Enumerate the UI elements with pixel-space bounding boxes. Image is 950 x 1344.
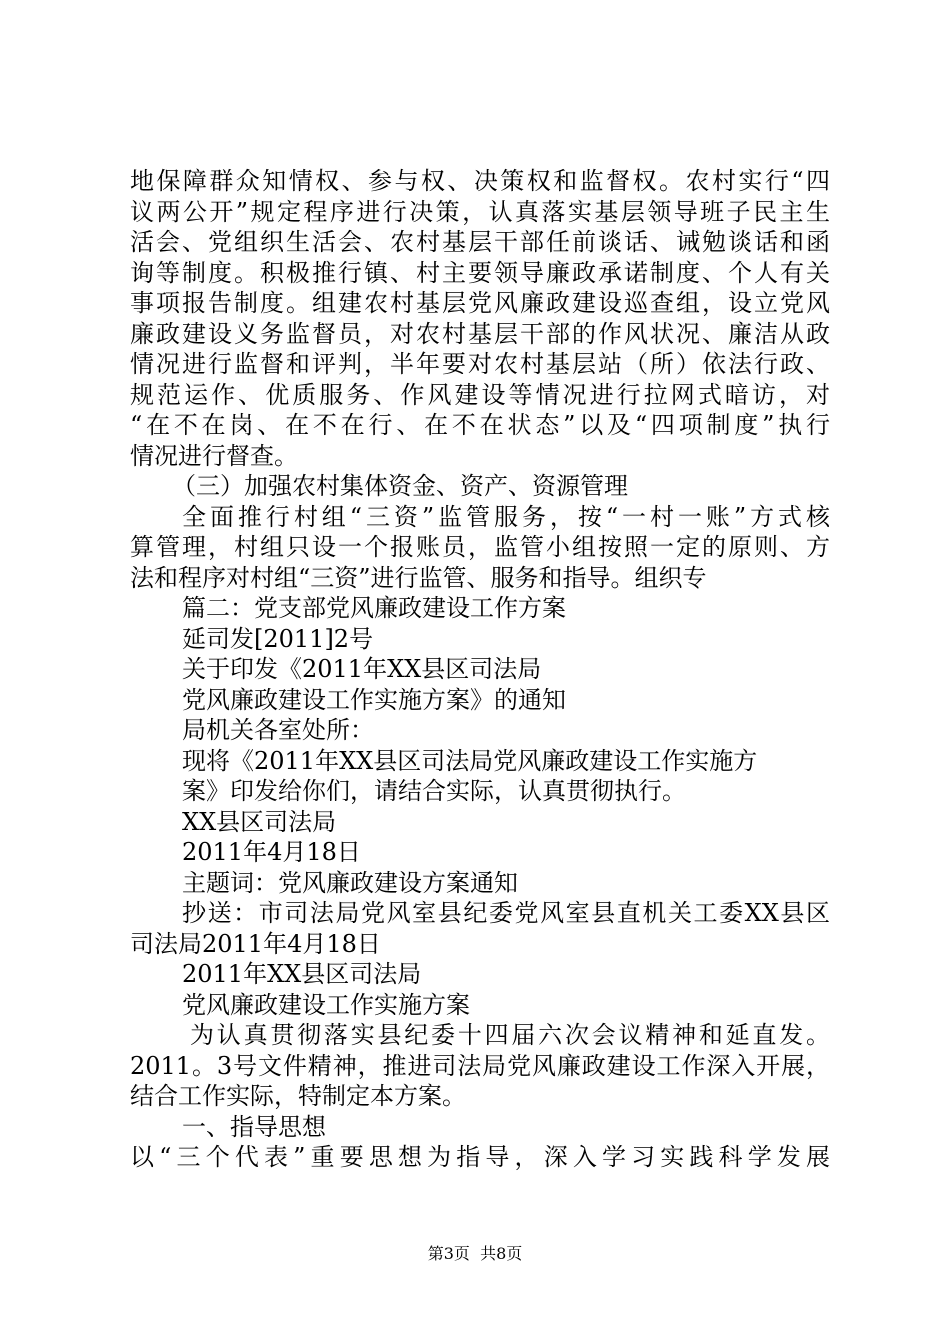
article-title: 篇二：党支部党风廉政建设工作方案 xyxy=(182,594,566,622)
text-line: “在不在岗、在不在行、在不在状态”以及“四项制度”执行 xyxy=(130,411,830,439)
document-number: 延司发[2011]2号 xyxy=(182,624,374,653)
text-line: 情况进行督查。 xyxy=(130,441,298,470)
text-line: 法和程序对村组“三资”进行监管、服务和指导。组织专 xyxy=(130,563,707,592)
section-heading: 一、指导思想 xyxy=(182,1112,326,1141)
text-line: 算管理，村组只设一个报账员，监管小组按照一定的原则、方 xyxy=(130,533,830,561)
issue-date: 2011年4月18日 xyxy=(182,838,361,866)
cc-list: 抄送：市司法局党风室县纪委党风室县直机关工委XX县区 xyxy=(182,899,830,927)
text-line: 规范运作、优质服务、作风建设等情况进行拉网式暗访，对 xyxy=(130,380,830,409)
text-line: 2011。3号文件精神，推进司法局党风廉政建设工作深入开展， xyxy=(130,1051,830,1080)
page-footer xyxy=(0,1244,950,1264)
text-line: 以“三个代表”重要思想为指导，深入学习实践科学发展 xyxy=(130,1143,830,1171)
page-number-label: 第3页 共8页 xyxy=(427,1244,523,1263)
text-line: 现将《2011年XX县区司法局党风廉政建设工作实施方 xyxy=(182,746,758,775)
text-line: 为认真贯彻落实县纪委十四届六次会议精神和延直发。 xyxy=(190,1021,830,1049)
issuer: XX县区司法局 xyxy=(182,807,337,836)
text-line: 议两公开”规定程序进行决策，认真落实基层领导班子民主生 xyxy=(130,197,830,226)
text-line: 司法局2011年4月18日 xyxy=(130,929,381,958)
text-line: 询等制度。积极推行镇、村主要领导廉政承诺制度、个人有关 xyxy=(130,258,830,287)
text-line: 地保障群众知情权、参与权、决策权和监督权。农村实行“四 xyxy=(130,167,830,195)
plan-title-line: 党风廉政建设工作实施方案 xyxy=(182,990,470,1019)
text-line: 情况进行监督和评判，半年要对农村基层站（所）依法行政、 xyxy=(130,350,830,378)
text-line: 活会、党组织生活会、农村基层干部任前谈话、诫勉谈话和函 xyxy=(130,228,830,256)
text-line: 全面推行村组“三资”监管服务，按“一村一账”方式核 xyxy=(182,502,830,531)
notice-title-line: 党风廉政建设工作实施方案》的通知 xyxy=(182,685,566,714)
subject-keywords: 主题词：党风廉政建设方案通知 xyxy=(182,868,518,897)
text-line: 事项报告制度。组建农村基层党风廉政建设巡查组，设立党风 xyxy=(130,289,830,317)
text-line: 案》印发给你们，请结合实际，认真贯彻执行。 xyxy=(182,777,686,805)
plan-title-line: 2011年XX县区司法局 xyxy=(182,960,422,988)
notice-title-line: 关于印发《2011年XX县区司法局 xyxy=(182,655,542,683)
section-heading: （三）加强农村集体资金、资产、资源管理 xyxy=(172,472,628,500)
addressee: 局机关各室处所： xyxy=(182,716,374,744)
text-line: 廉政建设义务监督员，对农村基层干部的作风状况、廉洁从政 xyxy=(130,319,830,348)
text-line: 结合工作实际，特制定本方案。 xyxy=(130,1082,466,1110)
